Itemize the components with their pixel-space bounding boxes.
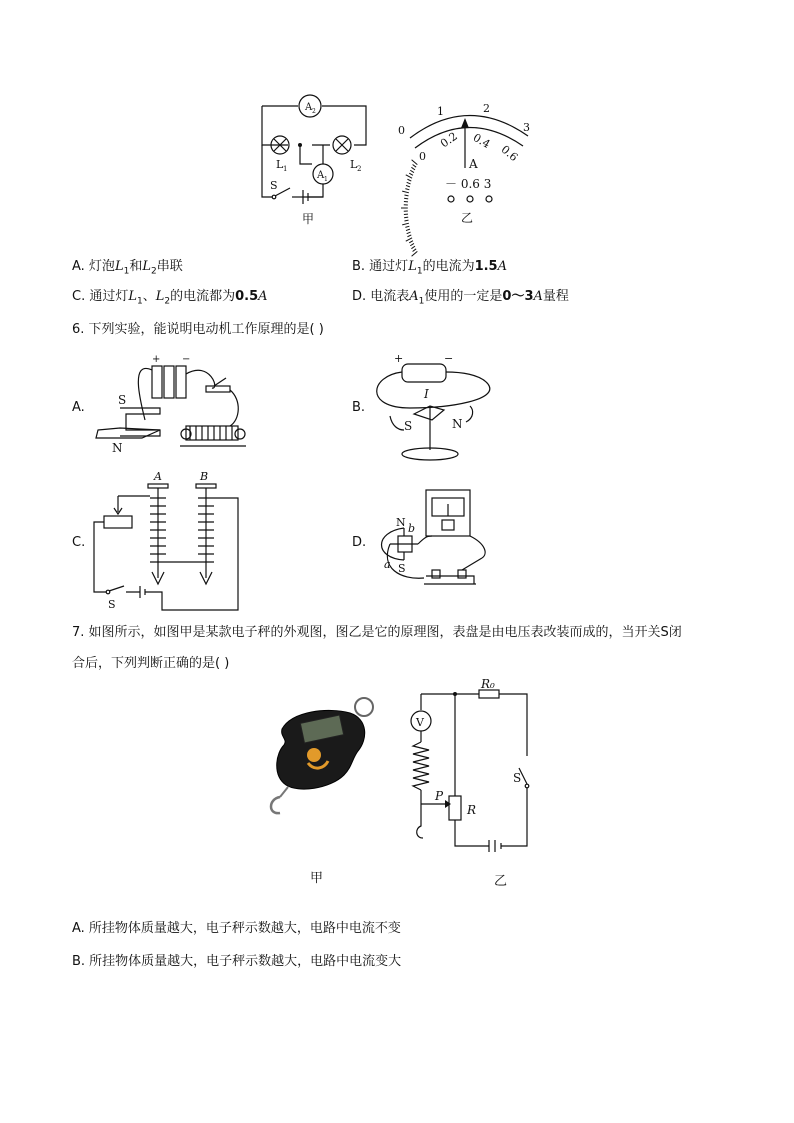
scale-top-1: 1 xyxy=(437,105,444,118)
svg-text:1: 1 xyxy=(283,165,288,173)
dial-tick xyxy=(407,182,411,184)
svg-text:a: a xyxy=(384,558,391,571)
svg-text:R: R xyxy=(467,803,477,817)
a1-label: A xyxy=(317,170,325,181)
scale-top-3: 3 xyxy=(523,121,530,134)
svg-text:S: S xyxy=(118,393,127,407)
dial-tick xyxy=(409,241,413,243)
svg-text:B: B xyxy=(200,470,209,483)
dial-tick xyxy=(407,179,411,181)
l2-label: L xyxy=(350,158,358,171)
q5-ammeter-dial xyxy=(395,98,545,228)
q5-option-a[interactable]: A. 灯泡$L_1$和$L_2$串联 xyxy=(72,259,183,277)
svg-text:S: S xyxy=(398,562,406,575)
fig-jia-label: 甲 xyxy=(302,212,315,226)
q6-question: 6. 下列实验，能说明电动机工作原理的是( ) xyxy=(72,322,324,337)
q7-question-line2: 合后，下列判断正确的是( ) xyxy=(72,656,230,671)
l1-label: L xyxy=(276,158,284,171)
svg-text:1: 1 xyxy=(324,176,328,183)
scale-bottom-02: 0.2 xyxy=(438,129,460,151)
dial-tick xyxy=(412,251,418,256)
dial-tick xyxy=(404,195,408,196)
q6-label-a[interactable]: A. xyxy=(72,400,85,415)
q7-fig-jia-label: 甲 xyxy=(310,871,324,886)
q7-option-b[interactable]: B. 所挂物体质量越大，电子秤示数越大，电路中电流变大 xyxy=(72,954,402,969)
scale-bottom-04: 0.4 xyxy=(470,130,493,151)
dial-tick xyxy=(402,191,409,193)
dial-tick xyxy=(409,173,413,175)
scale-bottom-0: 0 xyxy=(419,150,426,163)
svg-text:N: N xyxy=(112,441,123,455)
dial-tick xyxy=(407,235,411,237)
dial-tick xyxy=(410,243,414,245)
q6-figure-c xyxy=(88,468,248,613)
svg-text:I: I xyxy=(424,387,429,401)
switch-label: S xyxy=(270,179,278,192)
q7-fig-yi-label: 乙 xyxy=(494,874,508,889)
q6-figure-a xyxy=(90,350,250,455)
dial-tick xyxy=(410,170,414,172)
dial-tick xyxy=(404,198,408,199)
svg-text:+: + xyxy=(394,352,404,365)
dial-tick xyxy=(406,238,412,241)
dial-tick xyxy=(406,229,410,230)
q7-scale-photo xyxy=(258,693,388,823)
scale-bottom-06: 0.6 xyxy=(498,142,521,164)
svg-text:N: N xyxy=(396,516,406,529)
q7-question-line1: 7. 如图所示，如图甲是某款电子秤的外观图，图乙是它的原理图，表盘是由电压表改装而成的，当开关S闭 xyxy=(72,625,682,640)
svg-text:S: S xyxy=(404,419,413,433)
q6-label-c[interactable]: C. xyxy=(72,535,86,550)
dial-tick xyxy=(406,185,410,186)
scale-top-2: 2 xyxy=(483,102,490,115)
dial-tick xyxy=(411,246,415,249)
svg-text:S: S xyxy=(513,771,522,785)
svg-text:+: + xyxy=(152,354,161,365)
dial-tick xyxy=(402,223,409,225)
dial-tick xyxy=(406,175,412,178)
dial-tick xyxy=(405,226,409,227)
q6-label-d[interactable]: D. xyxy=(352,535,367,550)
dial-tick xyxy=(405,189,409,190)
dial-terminals: － 0.6 3 xyxy=(445,177,492,191)
fig-yi-label: 乙 xyxy=(461,211,474,225)
dial-tick xyxy=(412,160,418,165)
svg-text:−: − xyxy=(444,352,454,365)
dial-tick xyxy=(411,167,415,170)
svg-text:2: 2 xyxy=(357,165,362,173)
svg-text:b: b xyxy=(408,522,416,535)
dial-ticks xyxy=(401,160,417,256)
svg-text:A: A xyxy=(154,470,162,483)
svg-text:N: N xyxy=(452,417,463,431)
a2-label: A xyxy=(305,102,313,113)
svg-text:V: V xyxy=(416,716,424,729)
q5-option-d[interactable]: D. 电流表$A_1$使用的一定是0～3A量程 xyxy=(352,289,569,307)
scale-top-0: 0 xyxy=(398,124,405,137)
svg-text:P: P xyxy=(435,789,444,803)
dial-unit: A xyxy=(469,157,478,171)
dial-tick xyxy=(413,249,417,252)
dial-tick xyxy=(413,164,417,167)
svg-text:R₀: R₀ xyxy=(481,677,495,691)
q7-circuit-diagram xyxy=(405,676,545,856)
svg-text:S: S xyxy=(108,598,116,611)
q6-figure-d xyxy=(370,488,490,598)
q7-option-a[interactable]: A. 所挂物体质量越大，电子秤示数越大，电路中电流不变 xyxy=(72,921,401,936)
dial-tick xyxy=(407,232,411,234)
q5-option-b[interactable]: B. 通过灯$L_1$的电流为1.5A xyxy=(352,259,507,277)
dial-tick xyxy=(404,220,408,221)
svg-text:2: 2 xyxy=(312,108,316,115)
q6-label-b[interactable]: B. xyxy=(352,400,366,415)
q6-figure-b xyxy=(370,350,500,465)
svg-text:−: − xyxy=(182,354,191,365)
dial-tick xyxy=(404,217,408,218)
q5-option-c[interactable]: C. 通过灯$L_1$、$L_2$的电流都为0.5A xyxy=(72,289,268,307)
q5-circuit-diagram xyxy=(250,92,380,227)
